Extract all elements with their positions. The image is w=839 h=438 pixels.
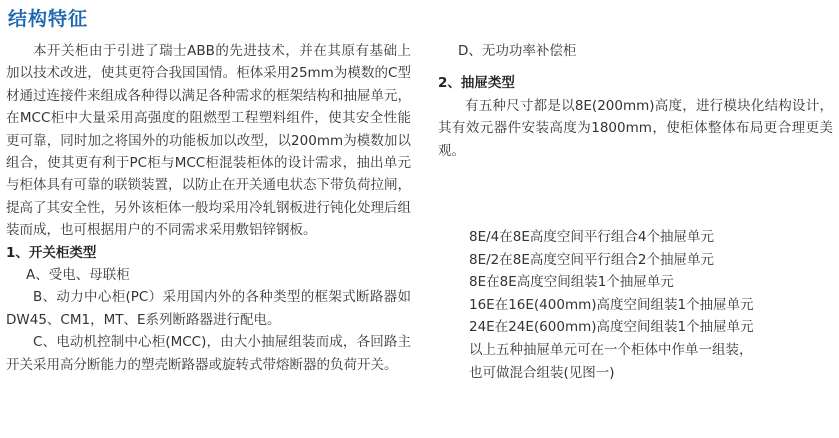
section-heading-drawer-types: 2、抽屉类型 bbox=[438, 75, 515, 92]
section-heading-cabinet-types: 1、开关柜类型 bbox=[6, 244, 97, 261]
cabinet-type-b: B、动力中心柜(PC）采用国内外的各种类型的框架式断路器如DW45、CM1，MT、E系列断路器进行配电。 bbox=[6, 289, 411, 328]
right-column bbox=[438, 40, 833, 162]
drawer-unit-line: 16E在16E(400mm)高度空间组装1个抽屉单元 bbox=[469, 296, 754, 313]
drawer-unit-line: 8E/4在8E高度空间平行组合4个抽屉单元 bbox=[469, 229, 714, 245]
drawer-unit-line: 24E在24E(600mm)高度空间组装1个抽屉单元 bbox=[469, 319, 754, 336]
drawer-intro-paragraph: 有五种尺寸都是以8E(200mm)高度，进行模块化结构设计，其有效元器件安装高度为1800mm，使柜体整体布局更合理更美观。 bbox=[438, 97, 833, 159]
drawer-unit-line: 8E/2在8E高度空间平行组合2个抽屉单元 bbox=[469, 251, 714, 268]
intro-paragraph: 本开关柜由于引进了瑞士ABB的先进技术，并在其原有基础上加以技术改进，使其更符合我国国情。柜体采用25mm为模数的C型材通过连接件来组成各种得以满足各种需求的框架结构和抽屉单元，在MCC柜中大量采用高强度的阻燃型工程塑料组件，使其安全性能更可靠，同时加之将国外的功能板加以改型，以200mm为模数加以组合，使其更有利于PC柜与MCC柜混装柜体的设计需求，抽出单元与柜体具有可靠的联锁装置，以防止在开关通电状态下带负荷拉闸，提高了其安全性，另外该柜体一般均采用冷轧钢板进行钝化处理后组装而成，也可根据用户的不同需求采用敷铝锌钢板。 bbox=[6, 43, 411, 239]
left-column bbox=[6, 40, 411, 376]
drawer-unit-line: 以上五种抽屉单元可在一个柜体中作单一组装， bbox=[469, 341, 753, 358]
drawer-unit-line: 也可做混合组装(见图一) bbox=[469, 364, 615, 381]
cabinet-type-c: C、电动机控制中心柜(MCC)，由大小抽屉组装而成，各回路主开关采用高分断能力的塑壳断路器或旋转式带熔断器的负荷开关。 bbox=[6, 334, 411, 373]
cabinet-type-d: D、无功功率补偿柜 bbox=[458, 43, 577, 59]
page-title: 结构特征 bbox=[8, 8, 89, 30]
drawer-unit-line: 8E在8E高度空间组装1个抽屉单元 bbox=[469, 274, 674, 291]
cabinet-type-a: A、受电、母联柜 bbox=[26, 267, 130, 284]
spacer bbox=[438, 62, 833, 72]
drawer-unit-list bbox=[469, 226, 754, 384]
